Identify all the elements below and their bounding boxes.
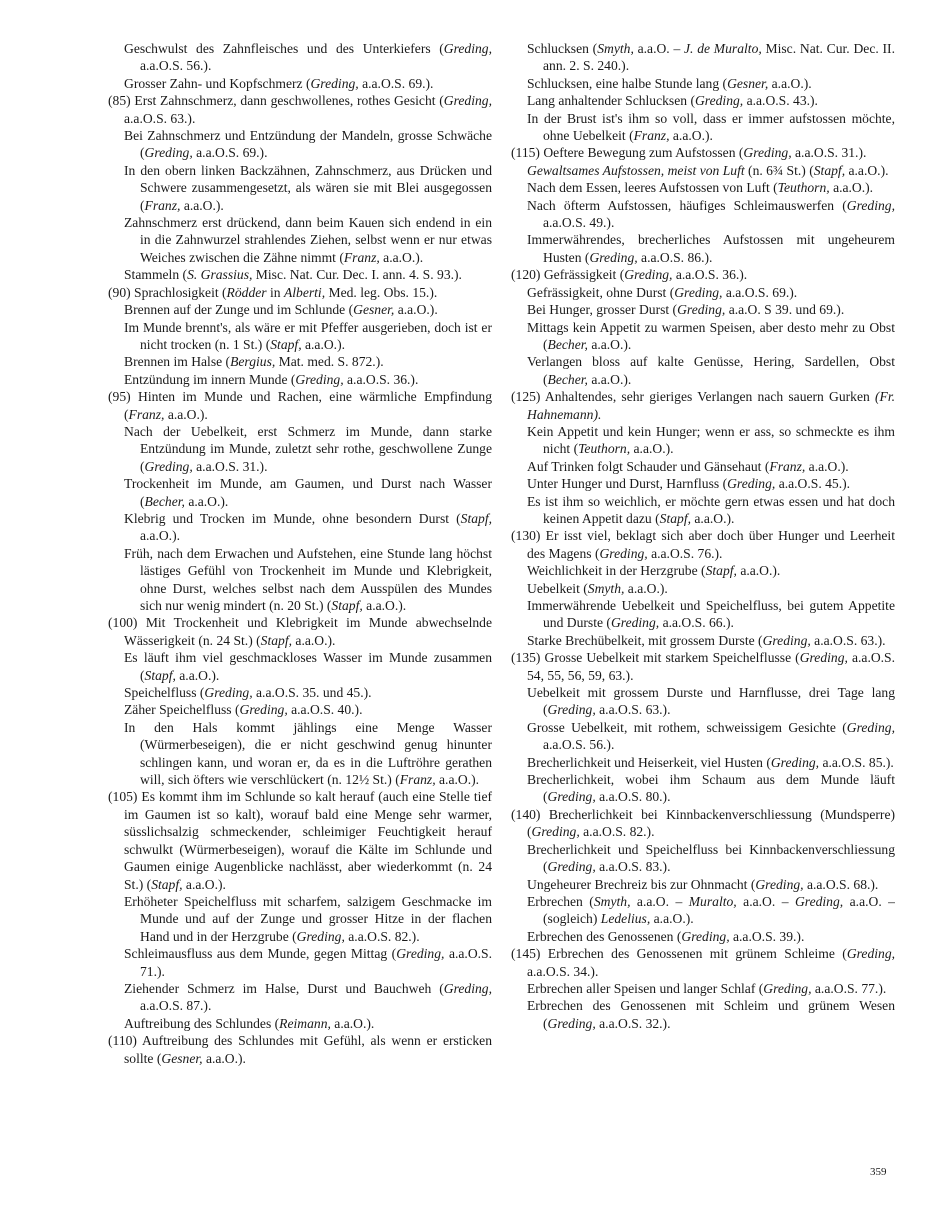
entry-text: In den Hals kommt jählings eine Menge Wasser (Würmerbeseigen), die er nicht geschwind genug hinunter schlingen kann, und woran er, da es in die Luftröhre gerathen will, sich öfters wie verschlückert (n. 12½ St.) ( <box>124 719 492 788</box>
entry-text: a.a.O.S. 85.). <box>819 754 894 770</box>
symptom-entry <box>511 841 895 876</box>
source-citation: Greding, <box>794 893 844 909</box>
entry-text: Sprachlosigkeit ( <box>134 284 227 300</box>
entry-text: Zahnschmerz erst drückend, dann beim Kauen sich endend in ein in die Zahnwurzel strahlendes Ziehen, selbst wenn er nur etwas Weiches zwischen die Zähne nimmt ( <box>124 215 492 265</box>
source-citation: Greding, <box>443 980 492 996</box>
entry-number: (140) <box>511 806 549 822</box>
entry-text: a.a.O.S. 31.). <box>192 458 268 474</box>
entry-text: Mit Trockenheit und Klebrigkeit im Munde abwechselnde Wässerigkeit (n. 24 St.) ( <box>124 615 492 648</box>
entry-number: (130) <box>511 528 546 544</box>
source-citation: Stapf, <box>659 510 691 526</box>
entry-text: a.a.O.S. 76.). <box>647 545 723 561</box>
source-citation: Teuthorn, <box>578 441 631 457</box>
symptom-entry <box>511 301 895 318</box>
symptom-entry <box>511 719 895 754</box>
symptom-entry <box>108 893 492 945</box>
entry-text: Früh, nach dem Erwachen und Aufstehen, eine Stunde lang höchst lästiges Gefühl von Trockenheit im Munde und Klebrigkeit, ohne Durst, welches selbst nach dem Ausspülen des Mundes sich nur wenig mindert (n. 20 St.) ( <box>124 545 492 613</box>
entry-text: a.a.O.). <box>202 1050 246 1066</box>
entry-text: a.a.O.S. 31.). <box>791 145 867 161</box>
entry-text: Kein Appetit und kein Hunger; wenn er ass, so schmeckte es ihm nicht ( <box>527 423 895 457</box>
entry-text: in <box>266 284 284 300</box>
symptom-entry <box>511 527 895 562</box>
entry-text: a.a.O.). <box>691 510 735 526</box>
symptom-entry <box>511 319 895 354</box>
source-citation: Greding, <box>204 685 253 701</box>
entry-text: Auftreibung des Schlundes ( <box>124 1015 280 1031</box>
symptom-entry <box>511 580 895 597</box>
source-citation: Greding, <box>144 145 193 161</box>
entry-text: a.a.O.). <box>587 371 632 387</box>
source-citation: Gesner, <box>161 1050 203 1066</box>
source-citation: Greding, <box>624 267 673 283</box>
entry-text: Er isst viel, beklagt sich aber doch über Hunger und Leerheit des Magens ( <box>527 528 895 561</box>
entry-number: (125) <box>511 389 545 405</box>
source-citation: Franz, <box>128 406 165 422</box>
symptom-entry <box>108 545 492 615</box>
entry-text: Brecherlichkeit bei Kinnbackenverschliessung (Mundsperre) ( <box>527 806 895 840</box>
entry-text: a.a.O.). <box>624 580 668 596</box>
source-citation: S. Grassius, <box>187 267 253 283</box>
symptom-entry <box>108 684 492 701</box>
source-citation: (Fr. Hahnemann). <box>527 389 895 422</box>
symptom-entry <box>108 75 492 92</box>
symptom-entry <box>511 284 895 301</box>
entry-text: a.a.O.). <box>435 772 480 788</box>
entry-number: (145) <box>511 946 548 962</box>
entry-text: a.a.O.). <box>768 75 812 91</box>
symptom-entry <box>511 40 895 75</box>
source-citation: Smyth, <box>597 41 634 56</box>
entry-text: a.a.O.S. 54, 55, 56, 59, 63.). <box>527 650 896 683</box>
entry-number: (85) <box>108 93 135 109</box>
entry-text: a.a.O.). <box>829 180 874 196</box>
entry-text: Auftreibung des Schlundes mit Gefühl, als wenn er ersticken sollte ( <box>124 1033 493 1066</box>
source-citation: Greding, <box>396 946 445 962</box>
entry-text: a.a.O.S. 83.). <box>595 859 671 875</box>
symptom-entry <box>511 632 895 649</box>
entry-text: Klebrig und Trocken im Munde, ohne besondern Durst ( <box>124 510 461 526</box>
entry-text: a.a.O.). <box>362 598 407 613</box>
entry-text: Bei Hunger, grosser Durst ( <box>527 302 678 318</box>
right-column <box>511 40 895 1032</box>
entry-text: Mittags kein Appetit zu warmen Speisen, aber desto mehr zu Obst ( <box>527 319 895 352</box>
entry-text: a.a.O.S. 63.). <box>595 702 671 718</box>
symptom-entry <box>511 754 895 771</box>
source-citation: Muralto, <box>688 893 737 909</box>
source-citation: Gesner, <box>353 302 395 318</box>
entry-text: Brennen im Halse ( <box>124 354 231 370</box>
source-citation: Alberti, <box>283 284 326 300</box>
entry-text: Es läuft ihm viel geschmackloses Wasser im Munde zusammen ( <box>124 650 492 683</box>
entry-text: Erbrechen des Genossenen mit grünem Schleime ( <box>547 946 847 962</box>
entry-text: Trockenheit im Munde, am Gaumen, und Durst nach Wasser ( <box>124 476 492 509</box>
source-citation: Franz, <box>769 458 806 474</box>
entry-text: Misc. Nat. Cur. Dec. II. ann. 2. S. 240.). <box>543 41 895 74</box>
entry-text: Oeftere Bewegung zum Aufstossen ( <box>543 145 744 161</box>
entry-text: a.a.O.S. 77.). <box>811 980 887 996</box>
entry-text: Gefrässigkeit ( <box>543 267 625 283</box>
entry-text: Entzündung im innern Munde ( <box>124 371 296 387</box>
entry-number: (95) <box>108 389 139 405</box>
source-citation: Greding, <box>296 928 345 944</box>
source-citation: Becher, <box>144 493 185 509</box>
source-citation: Gewaltsames Aufstossen, meist von Luft <box>527 162 745 178</box>
entry-text: Ziehender Schmerz im Halse, Durst und Bauchweh ( <box>124 980 444 996</box>
source-citation: Stapf, <box>331 598 363 613</box>
symptom-entry <box>108 475 492 510</box>
entry-text: Grosser Zahn- und Kopfschmerz ( <box>124 75 311 91</box>
source-citation: Greding, <box>762 632 811 648</box>
source-citation: Greding, <box>799 650 848 666</box>
symptom-entry <box>108 945 492 980</box>
symptom-entry <box>108 284 492 301</box>
entry-text: In den obern linken Backzähnen, Zahnschmerz, aus Drücken und Schwere zusammengesetzt, als wären sie mit Blei ausgegossen ( <box>124 162 492 213</box>
source-citation: Stapf, <box>813 162 846 178</box>
entry-text: a.a.O.S. 82.). <box>579 824 655 840</box>
entry-text: Grosse Uebelkeit mit starkem Speichelflusse ( <box>544 650 800 666</box>
symptom-entry <box>108 701 492 718</box>
symptom-entry <box>511 458 895 475</box>
entry-text: Gefrässigkeit, ohne Durst ( <box>527 284 675 300</box>
symptom-entry <box>108 1032 492 1067</box>
source-citation: Greding, <box>674 284 723 300</box>
entry-text: a.a.O.). <box>184 493 229 509</box>
entry-text: a.a.O.). <box>630 441 674 457</box>
entry-text: Geschwulst des Zahnfleisches und des Unterkiefers ( <box>124 41 444 56</box>
source-citation: Greding, <box>846 719 895 735</box>
source-citation: Greding, <box>770 754 820 770</box>
symptom-entry <box>108 353 492 370</box>
symptom-entry <box>511 423 895 458</box>
source-citation: Greding, <box>239 702 288 718</box>
source-citation: Greding, <box>295 371 344 387</box>
entry-text: a.a.O.S. 35. und 45.). <box>252 685 372 701</box>
entry-number: (105) <box>108 789 142 805</box>
entry-number: (110) <box>108 1033 142 1049</box>
entry-text: a.a.O.). <box>736 563 781 579</box>
symptom-entry <box>108 266 492 283</box>
symptom-entry <box>511 231 895 266</box>
entry-text: a.a.O.S. 66.). <box>659 615 734 631</box>
entry-number: (90) <box>108 284 135 300</box>
source-citation: Greding, <box>743 145 792 161</box>
symptom-entry <box>511 684 895 719</box>
source-citation: Franz, <box>399 772 436 788</box>
symptom-entry <box>511 980 895 997</box>
entry-text: Med. leg. Obs. 15.). <box>325 284 438 300</box>
entry-text: Erbrechen des Genossenen mit Schleim und grünem Wesen ( <box>527 998 895 1031</box>
entry-text: Im Munde brennt's, als wäre er mit Pfeffer ausgerieben, doch ist er nicht trocken (n. 1 St.) ( <box>124 319 492 352</box>
entry-text: a.a.O.S. 45.). <box>775 476 851 492</box>
source-citation: Becher, <box>547 336 588 352</box>
symptom-entry <box>511 806 895 841</box>
entry-text: Erbrechen aller Speisen und langer Schlaf ( <box>527 980 764 996</box>
source-citation: Franz, <box>144 197 181 213</box>
entry-text: Es kommt ihm im Schlunde so kalt herauf (auch eine Stelle tief im Gaumen ist so kalt), worauf bald eine Menge sehr warmer, süsslichsalzig schmeckender, schleimiger Feuchtigkeit herauf schwulkt (Würmerbeseigen), worauf die Kälte im Schlunde und Gaumen einige Augenblicke nachlässt, aber wiederkommt (n. 24 St.) ( <box>124 789 493 892</box>
entry-text: a.a.O.S. 69.). <box>722 284 798 300</box>
entry-text: Bei Zahnschmerz und Entzündung der Mandeln, grosse Schwäche ( <box>124 128 492 161</box>
symptom-entry <box>511 92 895 109</box>
source-citation: Stapf, <box>270 336 302 352</box>
symptom-entry <box>108 371 492 388</box>
symptom-entry <box>108 649 492 684</box>
entry-number: (120) <box>511 267 544 283</box>
source-citation: Greding, <box>763 980 812 996</box>
entry-text: Mat. med. S. 872.). <box>275 354 384 370</box>
entry-text: a.a.O.S. 43.). <box>743 93 818 109</box>
entry-text: Schlucksen ( <box>527 41 598 56</box>
entry-text: a.a.O.S. 63.). <box>810 632 886 648</box>
entry-text: a.a.O.). <box>180 197 224 213</box>
entry-text: a.a.O. – (sogleich) <box>543 893 895 927</box>
entry-text: Ungeheurer Brechreiz bis zur Ohnmacht ( <box>527 876 756 892</box>
symptom-entry <box>108 423 492 475</box>
source-citation: Stapf, <box>151 876 183 892</box>
symptom-entry <box>108 319 492 354</box>
entry-text: a.a.O.). <box>164 406 208 422</box>
source-citation: Greding, <box>547 1015 596 1031</box>
symptom-entry <box>108 162 492 214</box>
symptom-entry <box>511 388 895 423</box>
symptom-entry <box>511 876 895 893</box>
symptom-entry <box>511 928 895 945</box>
entry-text: a.a.O.). <box>301 336 345 352</box>
source-citation: Greding, <box>599 545 648 561</box>
symptom-entry <box>511 353 895 388</box>
entry-number: (100) <box>108 615 146 631</box>
entry-text: a.a.O.). <box>175 667 220 683</box>
entry-text: a.a.O.S. 49.). <box>543 215 615 231</box>
entry-text: a.a.O.). <box>805 458 849 474</box>
symptom-entry <box>108 719 492 789</box>
entry-text: Uebelkeit mit grossem Durste und Harnflusse, drei Tage lang ( <box>527 685 895 718</box>
entry-text: a.a.O.). <box>140 528 181 544</box>
source-citation: Greding, <box>681 928 730 944</box>
source-citation: J. de Muralto, <box>684 41 762 56</box>
entry-number: (115) <box>511 145 544 161</box>
source-citation: Smyth, <box>593 893 631 909</box>
entry-text: a.a.O.). <box>845 162 889 178</box>
entry-text: a.a.O.S. 86.). <box>637 249 713 265</box>
entry-text: Brecherlichkeit, wobei ihm Schaum aus dem Munde läuft ( <box>527 772 895 805</box>
entry-number: (135) <box>511 650 545 666</box>
entry-text: a.a.O. – <box>736 893 795 909</box>
entry-text: Weichlichkeit in der Herzgrube ( <box>527 563 706 579</box>
entry-text: Erhöheter Speichelfluss mit scharfem, salzigem Geschmacke im Munde und auf der Zunge und grosser Hitze in der flachen Hand und in der Herzgrube ( <box>124 893 492 944</box>
entry-text: a.a.O.S. 36.). <box>343 371 419 387</box>
entry-text: Erbrechen ( <box>527 893 594 909</box>
symptom-entry <box>511 475 895 492</box>
symptom-entry <box>511 110 895 145</box>
symptom-entry <box>511 266 895 283</box>
symptom-entry <box>108 510 492 545</box>
entry-text: Verlangen bloss auf kalte Genüsse, Hering, Sardellen, Obst ( <box>527 354 895 387</box>
entry-text: Erbrechen des Genossenen ( <box>527 928 682 944</box>
entry-text: In der Brust ist's ihm so voll, dass er immer aufstossen möchte, ohne Uebelkeit ( <box>527 110 895 144</box>
symptom-entry <box>511 562 895 579</box>
entry-text: Schlucksen, eine halbe Stunde lang ( <box>527 75 728 91</box>
left-column <box>108 40 492 1067</box>
source-citation: Franz, <box>633 128 670 144</box>
entry-text: Misc. Nat. Cur. Dec. I. ann. 4. S. 93.). <box>252 267 462 283</box>
entry-text: Schleimausfluss aus dem Munde, gegen Mittag ( <box>124 946 397 962</box>
source-citation: Bergius, <box>230 354 276 370</box>
symptom-entry <box>108 127 492 162</box>
entry-text: a.a.O. – <box>633 41 685 56</box>
entry-text: (n. 6¾ St.) ( <box>744 162 814 178</box>
symptom-entry <box>511 649 895 684</box>
source-citation: Greding, <box>610 615 660 631</box>
entry-text: a.a.O.S. 69.). <box>358 75 434 91</box>
source-citation: Gesner, <box>727 75 769 91</box>
symptom-entry <box>108 92 492 127</box>
entry-text: Brecherlichkeit und Speichelfluss bei Kinnbackenverschliessung ( <box>527 841 895 875</box>
entry-text: Auf Trinken folgt Schauder und Gänsehaut ( <box>527 458 770 474</box>
symptom-entry <box>511 597 895 632</box>
entry-text: Starke Brechübelkeit, mit grossem Durste ( <box>527 632 763 648</box>
entry-text: a.a.O.). <box>292 632 336 648</box>
source-citation: Smyth, <box>587 580 625 596</box>
symptom-entry <box>511 162 895 179</box>
entry-text: a.a.O.). <box>379 249 424 265</box>
entry-text: Brecherlichkeit und Heiserkeit, viel Husten ( <box>527 754 771 770</box>
entry-text: Nach dem Essen, leeres Aufstossen von Luft ( <box>527 180 778 196</box>
symptom-entry <box>511 945 895 980</box>
entry-text: Hinten im Munde und Rachen, eine wärmliche Empfindung ( <box>124 389 493 422</box>
source-citation: Stapf, <box>460 510 492 526</box>
symptom-entry <box>511 997 895 1032</box>
entry-text: Immerwährende Uebelkeit und Speichelfluss, bei gutem Appetite und Durste ( <box>527 598 895 631</box>
entry-text: a.a.O.). <box>394 302 438 318</box>
entry-text: Grosse Uebelkeit, mit rothem, schweissigem Gesichte ( <box>527 719 847 735</box>
source-citation: Greding, <box>443 93 492 109</box>
source-citation: Greding, <box>846 197 895 213</box>
entry-text: a.a.O. – <box>630 893 689 909</box>
symptom-entry <box>108 1015 492 1032</box>
symptom-entry <box>108 40 492 75</box>
source-citation: Rödder <box>226 284 267 300</box>
entry-text: a.a.O.S. 39.). <box>729 928 805 944</box>
source-citation: Becher, <box>547 371 588 387</box>
entry-text: Zäher Speichelfluss ( <box>124 702 240 718</box>
symptom-entry <box>108 214 492 266</box>
page-number: 359 <box>870 1166 887 1178</box>
symptom-entry <box>108 788 492 892</box>
entry-text: Es ist ihm so weichlich, er möchte gern etwas essen und hat doch keinen Appetit dazu ( <box>527 493 895 526</box>
symptom-entry <box>511 771 895 806</box>
source-citation: Greding, <box>547 859 596 875</box>
entry-text: Lang anhaltender Schlucksen ( <box>527 93 695 109</box>
symptom-entry <box>511 493 895 528</box>
symptom-entry <box>511 144 895 161</box>
entry-text: a.a.O.). <box>330 1015 375 1031</box>
entry-text: Brennen auf der Zunge und im Schlunde ( <box>124 302 354 318</box>
source-citation: Ledelius, <box>600 911 651 927</box>
source-citation: Greding, <box>755 876 804 892</box>
entry-text: Uebelkeit ( <box>527 580 588 596</box>
entry-text: a.a.O.S. 34.). <box>527 963 599 979</box>
symptom-entry <box>511 197 895 232</box>
source-citation: Stapf, <box>260 632 293 648</box>
symptom-entry <box>108 301 492 318</box>
entry-text: Anhaltendes, sehr gieriges Verlangen nach sauern Gurken <box>544 389 875 405</box>
source-citation: Greding, <box>144 458 193 474</box>
symptom-entry <box>108 388 492 423</box>
entry-text: a.a.O.S. 87.). <box>140 998 212 1014</box>
entry-text: a.a.O.). <box>669 128 713 144</box>
entry-text: Nach der Uebelkeit, erst Schmerz im Munde, dann starke Entzündung im Munde, zuletzt sehr rothe, geschwollene Zunge ( <box>124 423 492 474</box>
source-citation: Greding, <box>589 249 638 265</box>
source-citation: Greding, <box>531 824 580 840</box>
entry-text: Unter Hunger und Durst, Harnfluss ( <box>527 476 728 492</box>
entry-text: a.a.O.). <box>587 336 632 352</box>
entry-text: a.a.O.). <box>650 911 694 927</box>
source-citation: Stapf, <box>144 667 176 683</box>
entry-text: a.a.O. S 39. und 69.). <box>725 302 845 318</box>
entry-text: a.a.O.S. 56.). <box>543 737 615 753</box>
entry-text: Speichelfluss ( <box>124 685 205 701</box>
source-citation: Greding, <box>694 93 744 109</box>
symptom-entry <box>511 893 895 928</box>
source-citation: Greding, <box>310 75 359 91</box>
source-citation: Greding, <box>443 41 492 56</box>
entry-text: a.a.O.S. 80.). <box>595 789 671 805</box>
source-citation: Greding, <box>846 946 896 962</box>
source-citation: Reimann, <box>279 1015 331 1031</box>
source-citation: Greding, <box>727 476 776 492</box>
entry-text: Erst Zahnschmerz, dann geschwollenes, rothes Gesicht ( <box>134 93 444 109</box>
entry-text: a.a.O.S. 56.). <box>140 58 212 74</box>
entry-text: a.a.O.S. 36.). <box>672 267 748 283</box>
entry-text: a.a.O.S. 69.). <box>192 145 268 161</box>
symptom-entry <box>108 980 492 1015</box>
entry-text: a.a.O.S. 40.). <box>287 702 363 718</box>
symptom-entry <box>511 179 895 196</box>
source-citation: Greding, <box>547 789 596 805</box>
source-citation: Greding, <box>677 302 726 318</box>
source-citation: Greding, <box>547 702 596 718</box>
symptom-entry <box>108 614 492 649</box>
entry-text: a.a.O.). <box>182 876 226 892</box>
entry-text: a.a.O.S. 82.). <box>344 928 420 944</box>
source-citation: Teuthorn, <box>777 180 830 196</box>
entry-text: a.a.O.S. 63.). <box>124 110 196 126</box>
entry-text: a.a.O.S. 68.). <box>803 876 879 892</box>
entry-text: a.a.O.S. 32.). <box>595 1015 671 1031</box>
entry-text: Nach öfterm Aufstossen, häufiges Schleimauswerfen ( <box>527 197 847 213</box>
entry-text: Immerwährendes, brecherliches Aufstossen mit ungeheurem Husten ( <box>527 232 895 265</box>
source-citation: Franz, <box>343 249 380 265</box>
entry-text: a.a.O.S. 71.). <box>140 946 492 979</box>
symptom-entry <box>511 75 895 92</box>
source-citation: Stapf, <box>705 563 737 579</box>
entry-text: Stammeln ( <box>124 267 188 283</box>
